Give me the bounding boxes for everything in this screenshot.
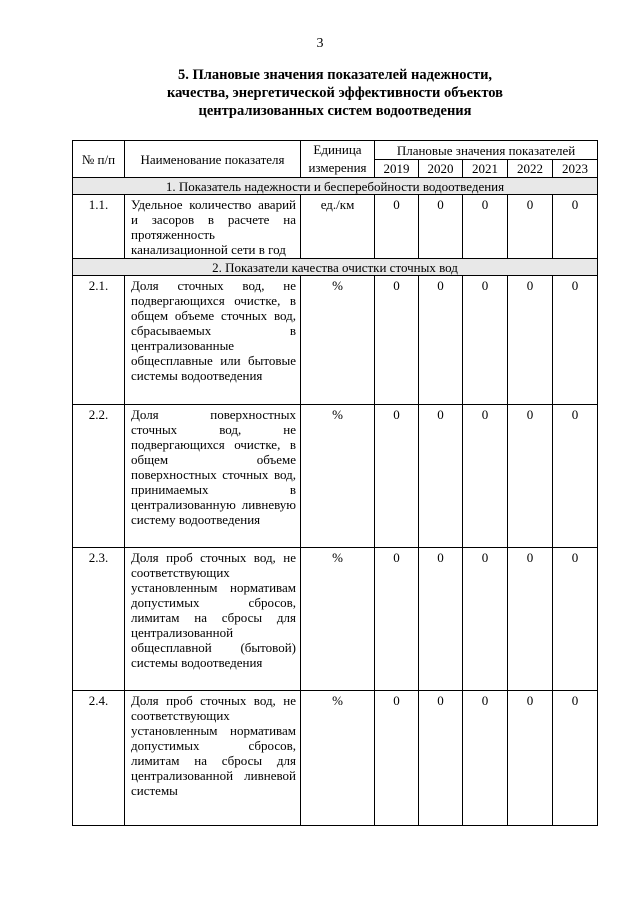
row-value: 0 [419, 548, 463, 691]
row-num: 2.3. [73, 548, 125, 691]
row-name-text: Доля сточных вод, не подвергающихся очистке, в общем объеме сточных вод, сбрасываемых в централизованные общесплавные или бытовые системы водоотведения [131, 278, 296, 383]
header-year: 2021 [463, 160, 508, 178]
row-value: 0 [553, 548, 598, 691]
row-value: 0 [463, 405, 508, 548]
row-value: 0 [463, 276, 508, 405]
row-value: 0 [553, 691, 598, 826]
row-unit: % [301, 548, 375, 691]
section-title: 1. Показатель надежности и бесперебойности водоотведения [73, 178, 598, 195]
section-title: 2. Показатели качества очистки сточных вод [73, 259, 598, 276]
row-name [125, 276, 301, 405]
row-name [125, 548, 301, 691]
heading-line-3: централизованных систем водоотведения [198, 103, 472, 119]
indicators-table [72, 140, 598, 826]
table-row [73, 691, 598, 826]
row-value: 0 [375, 195, 419, 259]
row-unit: ед./км [301, 195, 375, 259]
row-value: 0 [375, 405, 419, 548]
heading-line-2: качества, энергетической эффективности объектов [166, 85, 504, 101]
row-value: 0 [463, 691, 508, 826]
row-value: 0 [375, 276, 419, 405]
row-num: 2.1. [73, 276, 125, 405]
row-value: 0 [419, 691, 463, 826]
header-year: 2019 [375, 160, 419, 178]
heading-line-1: 5. Плановые значения показателей надежности, [177, 67, 493, 83]
row-num: 2.2. [73, 405, 125, 548]
section-row [73, 259, 598, 276]
row-value: 0 [508, 195, 553, 259]
table-row [73, 276, 598, 405]
row-value: 0 [419, 195, 463, 259]
row-value: 0 [375, 691, 419, 826]
row-value: 0 [508, 548, 553, 691]
header-unit [301, 141, 375, 178]
row-value: 0 [463, 195, 508, 259]
header-year: 2020 [419, 160, 463, 178]
header-plan: Плановые значения показателей [375, 141, 598, 160]
row-name-text: Доля проб сточных вод, не соответствующих установленным нормативам допустимых сбросов, лимитам на сбросы для централизованной ливневой системы [131, 693, 296, 798]
row-num: 2.4. [73, 691, 125, 826]
row-value: 0 [419, 405, 463, 548]
header-unit-line-1: Единица [313, 142, 362, 157]
row-value: 0 [553, 405, 598, 548]
row-num: 1.1. [73, 195, 125, 259]
table-row [73, 548, 598, 691]
row-unit: % [301, 691, 375, 826]
page-number: 3 [316, 36, 324, 51]
row-value: 0 [375, 548, 419, 691]
section-row [73, 178, 598, 195]
row-name [125, 405, 301, 548]
header-year: 2022 [508, 160, 553, 178]
row-value: 0 [508, 405, 553, 548]
row-value: 0 [508, 691, 553, 826]
row-value: 0 [508, 276, 553, 405]
header-name: Наименование показателя [125, 141, 301, 178]
row-value: 0 [553, 276, 598, 405]
row-name-text: Доля проб сточных вод, не соответствующих установленным нормативам допустимых сбросов, лимитам на сбросы для централизованной общесплавной (бытовой) системы водоотведения [131, 550, 296, 670]
row-value: 0 [553, 195, 598, 259]
row-name [125, 195, 301, 259]
row-unit: % [301, 276, 375, 405]
table-row [73, 405, 598, 548]
row-name [125, 691, 301, 826]
header-num: № п/п [73, 141, 125, 178]
header-year: 2023 [553, 160, 598, 178]
header-unit-line-2: измерения [308, 160, 367, 175]
table-row [73, 195, 598, 259]
row-unit: % [301, 405, 375, 548]
row-value: 0 [419, 276, 463, 405]
row-value: 0 [463, 548, 508, 691]
row-name-text: Удельное количество аварий и засоров в расчете на протяженность канализационной сети в год [131, 197, 296, 257]
document-heading [70, 66, 600, 120]
table-header-row [73, 141, 598, 160]
row-name-text: Доля поверхностных сточных вод, не подвергающихся очистке, в общем объеме поверхностных сточных вод, принимаемых в централизованную ливневую систему водоотведения [131, 407, 296, 527]
